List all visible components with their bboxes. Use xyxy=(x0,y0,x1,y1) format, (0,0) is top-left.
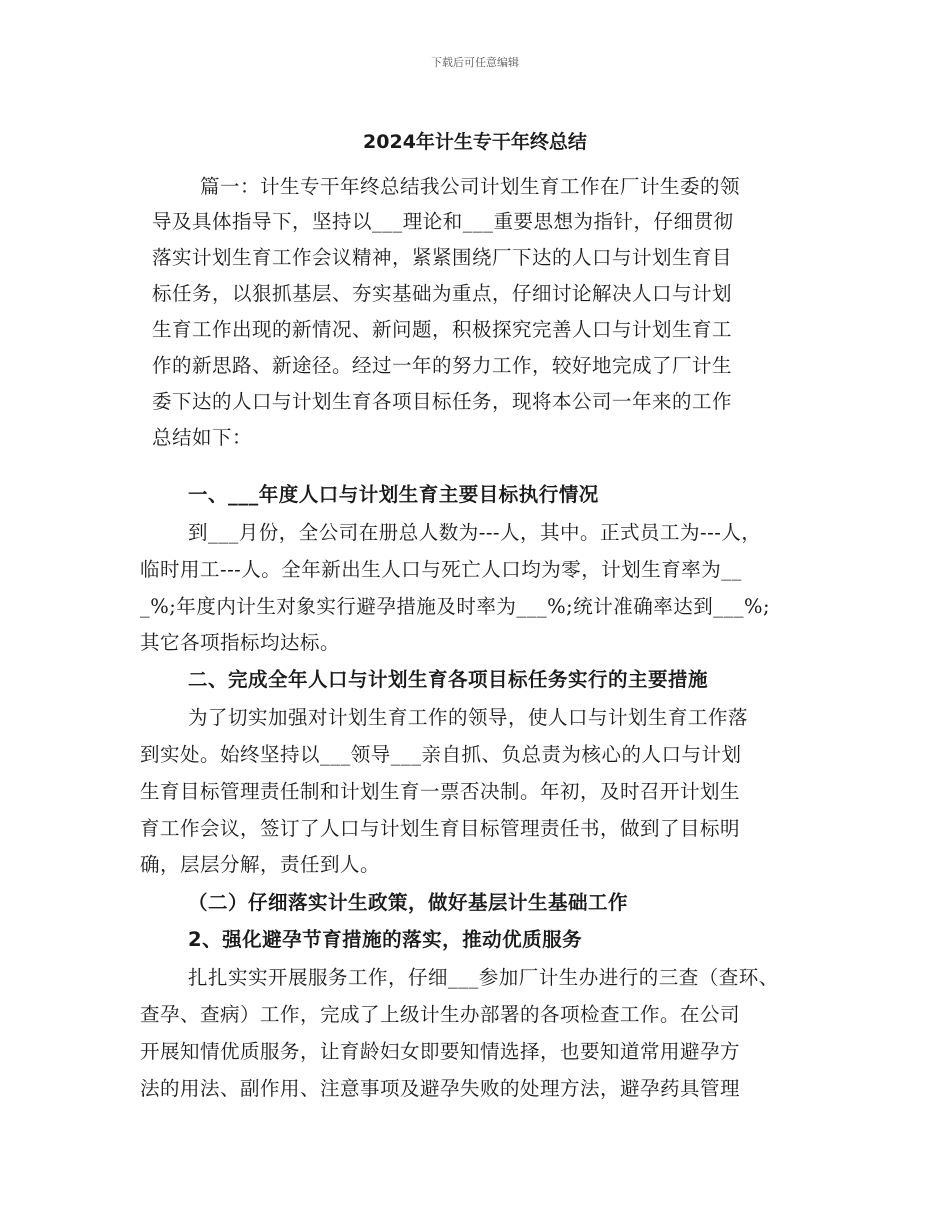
paragraph-line: 生育目标管理责任制和计划生育一票否决制。年初，及时召开计划生 xyxy=(140,780,741,803)
paragraph-line: 生育工作出现的新情况、新问题，积极探究完善人口与计划生育工 xyxy=(152,318,733,341)
section-heading: 一、___年度人口与计划生育主要目标执行情况 xyxy=(188,483,599,506)
paragraph-line: 开展知情优质服务，让育龄妇女即要知情选择，也要知道常用避孕方 xyxy=(140,1040,741,1063)
paragraph-line: 其它各项指标均达标。 xyxy=(140,631,341,654)
paragraph-line: 总结如下： xyxy=(152,426,253,449)
paragraph-line: 到实处。始终坚持以___领导___亲自抓、负总责为核心的人口与计划 xyxy=(140,743,742,766)
paragraph-line: _%;年度内计生对象实行避孕措施及时率为___%;统计准确率达到___%; xyxy=(140,595,771,618)
paragraph-line: 落实计划生育工作会议精神，紧紧围绕厂下达的人口与计划生育目 xyxy=(152,246,733,269)
paragraph-line: 导及具体指导下，坚持以___理论和___重要思想为指针，仔细贯彻 xyxy=(152,210,734,233)
document-title: 2024年计生专干年终总结 xyxy=(363,131,587,153)
paragraph-line: 查孕、查病）工作，完成了上级计生办部署的各项检查工作。在公司 xyxy=(140,1003,741,1026)
paragraph-line: 临时用工---人。全年新出生人口与死亡人口均为零，计划生育率为__ xyxy=(140,558,742,581)
section-heading: 二、完成全年人口与计划生育各项目标任务实行的主要措施 xyxy=(188,668,709,691)
paragraph-line: 到___月份，全公司在册总人数为---人，其中。正式员工为---人， xyxy=(188,521,762,544)
page-header: 下载后可任意编辑 xyxy=(431,56,519,69)
subsection-heading: 2、强化避孕节育措施的落实，推动优质服务 xyxy=(188,928,583,951)
paragraph-line: 法的用法、副作用、注意事项及避孕失败的处理方法，避孕药具管理 xyxy=(140,1077,741,1100)
paragraph-line: 篇一：计生专干年终总结我公司计划生育工作在厂计生委的领 xyxy=(200,175,741,198)
subsection-heading: （二）仔细落实计生政策，做好基层计生基础工作 xyxy=(188,891,629,914)
paragraph-line: 为了切实加强对计划生育工作的领导，使人口与计划生育工作落 xyxy=(188,706,749,729)
paragraph-line: 确，层层分解，责任到人。 xyxy=(140,853,381,876)
paragraph-line: 作的新思路、新途径。经过一年的努力工作，较好地完成了厂计生 xyxy=(152,354,733,377)
paragraph-line: 育工作会议，签订了人口与计划生育目标管理责任书，做到了目标明 xyxy=(140,817,741,840)
paragraph-line: 扎扎实实开展服务工作，仔细___参加厂计生办进行的三查（查环、 xyxy=(188,966,779,989)
paragraph-line: 标任务，以狠抓基层、夯实基础为重点，仔细讨论解决人口与计划 xyxy=(152,282,733,305)
paragraph-line: 委下达的人口与计划生育各项目标任务，现将本公司一年来的工作 xyxy=(152,390,733,413)
